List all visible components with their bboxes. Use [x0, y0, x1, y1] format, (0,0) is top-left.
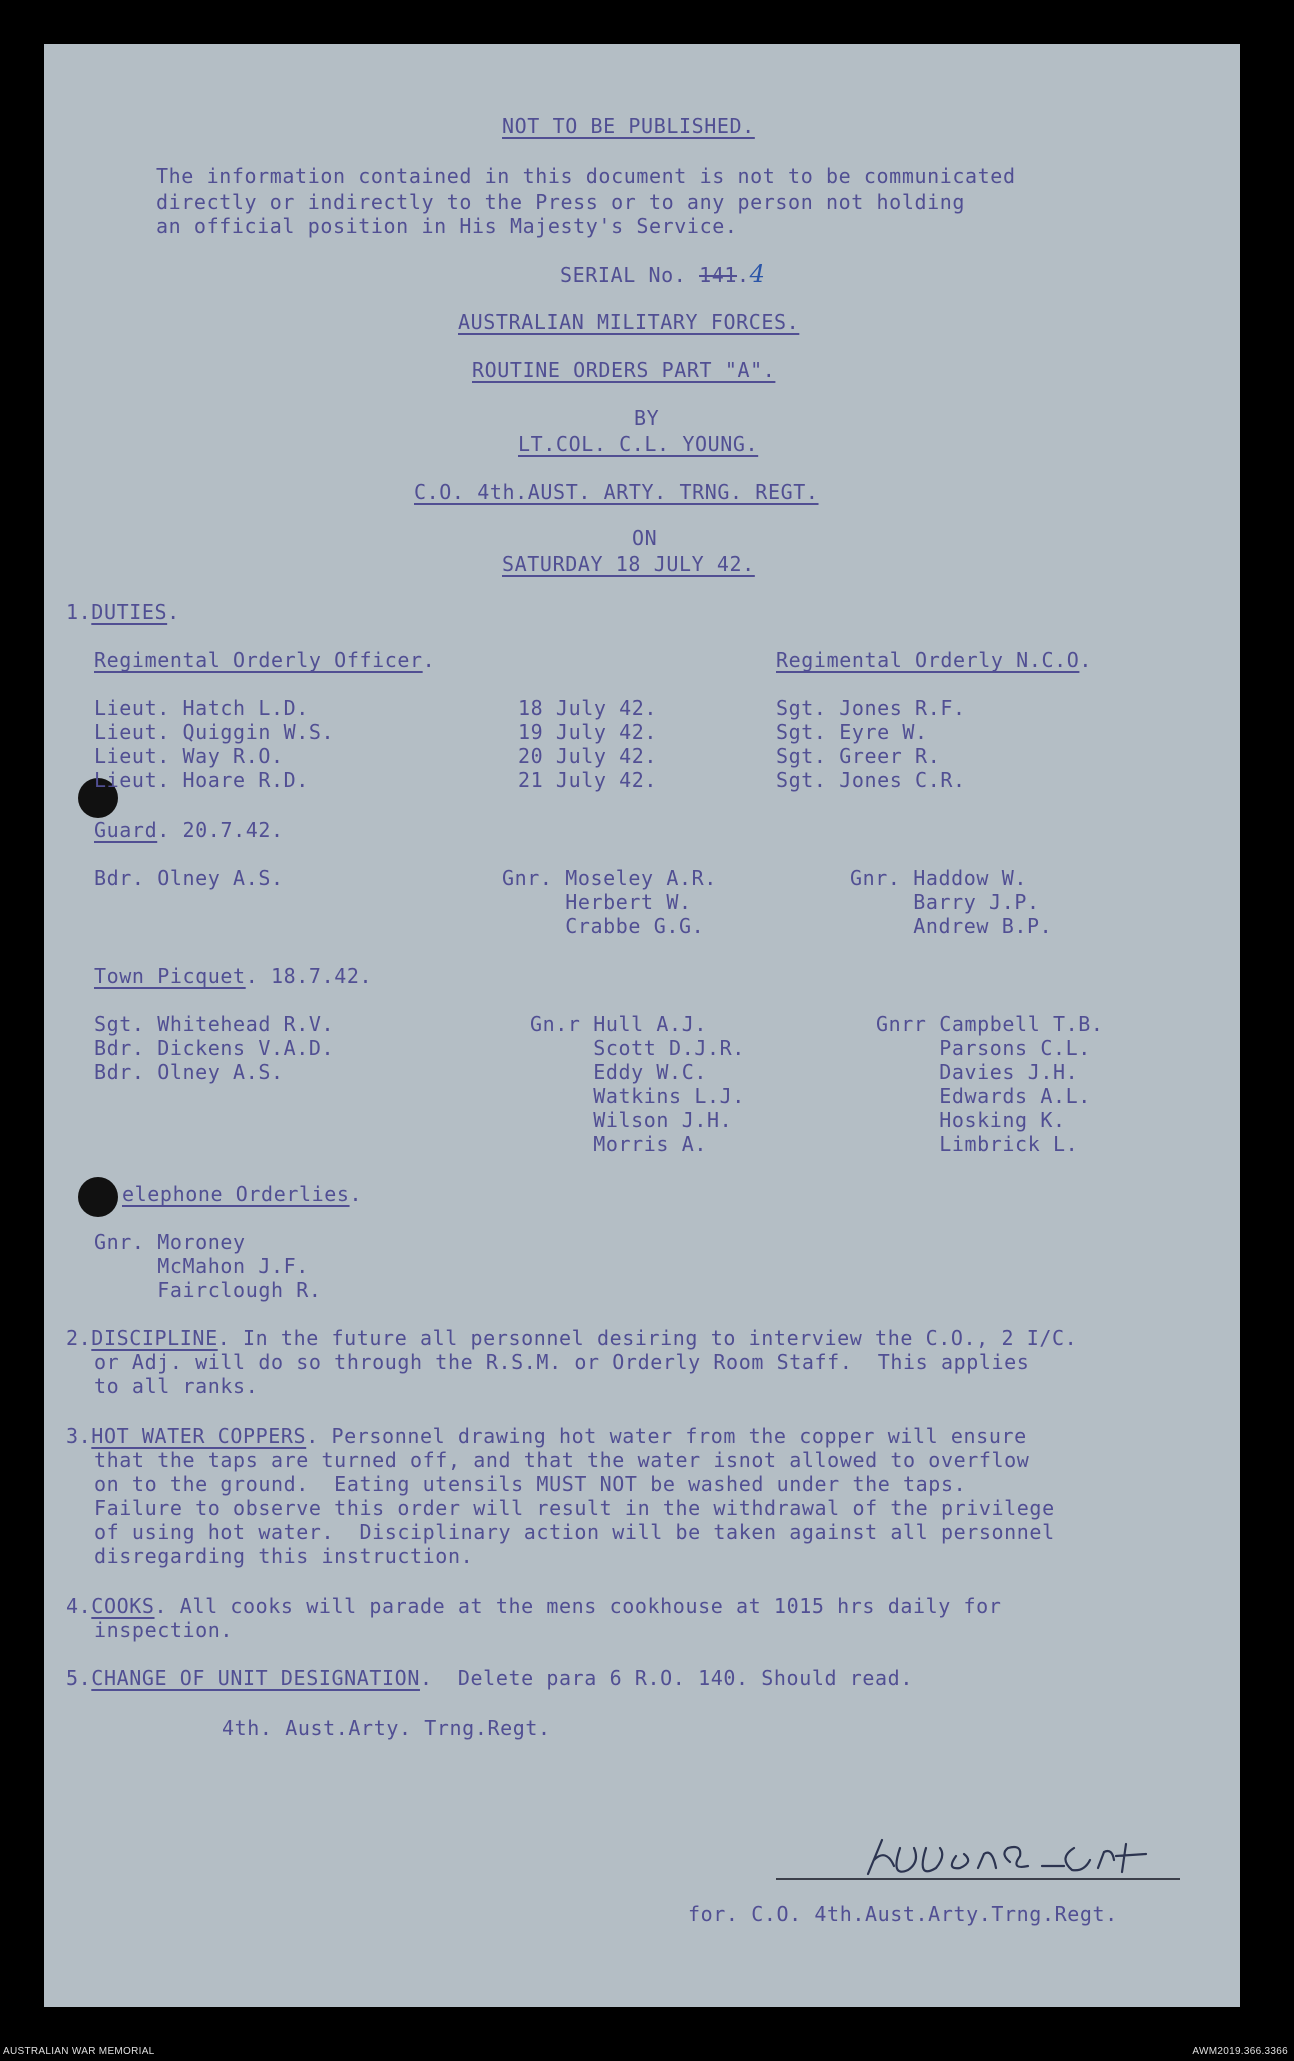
- telephone-member: Gnr. Moroney: [94, 1230, 246, 1254]
- hot-water-line: of using hot water. Disciplinary action will be taken against all personnel: [94, 1520, 1055, 1544]
- guard-member: Barry J.P.: [850, 890, 1040, 914]
- roster-officer: Lieut. Way R.O.: [94, 744, 284, 768]
- handwritten-signature: [860, 1826, 1160, 1886]
- date-heading: SATURDAY 18 JULY 42.: [502, 552, 755, 576]
- discipline-line: to all ranks.: [94, 1374, 259, 1398]
- picquet-member: Davies J.H.: [876, 1060, 1079, 1084]
- guard-member: Gnr. Haddow W.: [850, 866, 1027, 890]
- co-heading: C.O. 4th.AUST. ARTY. TRNG. REGT.: [414, 480, 819, 504]
- roster-date: 20 July 42.: [518, 744, 658, 768]
- picquet-member: Morris A.: [530, 1132, 707, 1156]
- picquet-member: Wilson J.H.: [530, 1108, 733, 1132]
- hot-water-paragraph: 3.HOT WATER COPPERS. Personnel drawing hot water from the copper will ensure: [66, 1424, 1027, 1448]
- picquet-member: Gnrr Campbell T.B.: [876, 1012, 1104, 1036]
- telephone-heading: elephone Orderlies.: [122, 1182, 363, 1206]
- hot-water-line: that the taps are turned off, and that the water isnot allowed to overflow: [94, 1448, 1030, 1472]
- info-line: The information contained in this document is not to be communicated: [156, 164, 1016, 188]
- punch-hole: [78, 1177, 118, 1217]
- roster-date: 21 July 42.: [518, 768, 658, 792]
- forces-heading: AUSTRALIAN MILITARY FORCES.: [458, 310, 800, 334]
- guard-member: Herbert W.: [502, 890, 692, 914]
- serial-number: SERIAL No. 141.4: [560, 260, 766, 288]
- roster-date: 19 July 42.: [518, 720, 658, 744]
- guard-heading: Guard. 20.7.42.: [94, 818, 284, 842]
- on-label: ON: [632, 526, 658, 550]
- roster-date: 18 July 42.: [518, 696, 658, 720]
- hot-water-line: on to the ground. Eating utensils MUST NOT be washed under the taps.: [94, 1472, 967, 1496]
- picquet-heading: Town Picquet. 18.7.42.: [94, 964, 373, 988]
- info-line: an official position in His Majesty's Service.: [156, 214, 738, 238]
- cooks-paragraph: 4.COOKS. All cooks will parade at the mens cookhouse at 1015 hrs daily for: [66, 1594, 1002, 1618]
- not-published-heading: NOT TO BE PUBLISHED.: [502, 114, 755, 138]
- orderly-nco-heading: Regimental Orderly N.C.O.: [776, 648, 1093, 672]
- guard-member: Gnr. Moseley A.R.: [502, 866, 717, 890]
- guard-member: Andrew B.P.: [850, 914, 1053, 938]
- cooks-line: inspection.: [94, 1618, 234, 1642]
- new-designation: 4th. Aust.Arty. Trng.Regt.: [222, 1716, 551, 1740]
- picquet-member: Sgt. Whitehead R.V.: [94, 1012, 335, 1036]
- roster-nco: Sgt. Jones C.R.: [776, 768, 966, 792]
- discipline-line: or Adj. will do so through the R.S.M. or Orderly Room Staff. This applies: [94, 1350, 1030, 1374]
- telephone-member: Fairclough R.: [94, 1278, 322, 1302]
- picquet-member: Watkins L.J.: [530, 1084, 745, 1108]
- signature-caption: for. C.O. 4th.Aust.Arty.Trng.Regt.: [688, 1902, 1118, 1926]
- picquet-member: Parsons C.L.: [876, 1036, 1091, 1060]
- hot-water-line: disregarding this instruction.: [94, 1544, 474, 1568]
- picquet-member: Bdr. Dickens V.A.D.: [94, 1036, 335, 1060]
- telephone-member: McMahon J.F.: [94, 1254, 309, 1278]
- picquet-member: Edwards A.L.: [876, 1084, 1091, 1108]
- archive-reference: AWM2019.366.3366: [1192, 2046, 1288, 2057]
- guard-member: Crabbe G.G.: [502, 914, 705, 938]
- info-line: directly or indirectly to the Press or to any person not holding: [156, 190, 966, 214]
- roster-nco: Sgt. Greer R.: [776, 744, 941, 768]
- picquet-member: Limbrick L.: [876, 1132, 1079, 1156]
- picquet-member: Hosking K.: [876, 1108, 1066, 1132]
- guard-member: Bdr. Olney A.S.: [94, 866, 284, 890]
- picquet-member: Scott D.J.R.: [530, 1036, 745, 1060]
- discipline-paragraph: 2.DISCIPLINE. In the future all personnel desiring to interview the C.O., 2 I/C.: [66, 1326, 1078, 1350]
- hot-water-line: Failure to observe this order will result in the withdrawal of the privilege: [94, 1496, 1055, 1520]
- picquet-member: Gn.r Hull A.J.: [530, 1012, 707, 1036]
- officer-heading: LT.COL. C.L. YOUNG.: [518, 432, 759, 456]
- roster-nco: Sgt. Jones R.F.: [776, 696, 966, 720]
- roster-nco: Sgt. Eyre W.: [776, 720, 928, 744]
- orderly-officer-heading: Regimental Orderly Officer.: [94, 648, 436, 672]
- roster-officer: Lieut. Quiggin W.S.: [94, 720, 335, 744]
- roster-officer: Lieut. Hoare R.D.: [94, 768, 309, 792]
- by-label: BY: [634, 406, 660, 430]
- designation-paragraph: 5.CHANGE OF UNIT DESIGNATION. Delete para 6 R.O. 140. Should read.: [66, 1666, 913, 1690]
- picquet-member: Eddy W.C.: [530, 1060, 707, 1084]
- picquet-member: Bdr. Olney A.S.: [94, 1060, 284, 1084]
- duties-heading: 1.DUTIES.: [66, 600, 180, 624]
- orders-heading: ROUTINE ORDERS PART "A".: [472, 358, 776, 382]
- archive-credit: AUSTRALIAN WAR MEMORIAL: [3, 2046, 155, 2057]
- signature-line: [776, 1878, 1180, 1880]
- roster-officer: Lieut. Hatch L.D.: [94, 696, 309, 720]
